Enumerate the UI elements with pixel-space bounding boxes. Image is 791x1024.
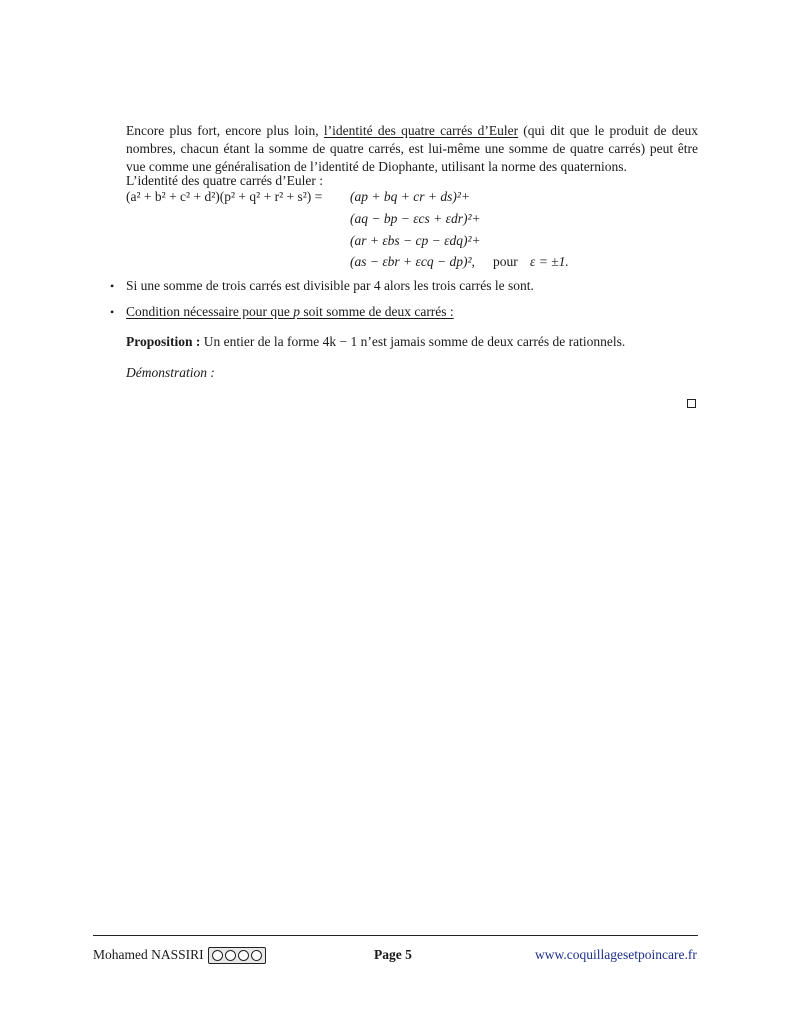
proposition-label: Proposition : (126, 334, 201, 349)
identity-condition: ε = ±1. (530, 254, 569, 269)
condition-var: p (293, 304, 300, 319)
nc-circle-icon (238, 950, 249, 961)
website-link[interactable]: www.coquillagesetpoincare.fr (535, 947, 697, 962)
bullet-item-condition (126, 303, 698, 321)
identity-label: L’identité des quatre carrés d’Euler : (126, 173, 324, 188)
sa-circle-icon (251, 950, 262, 961)
condition-text-before: Condition nécessaire pour que (126, 304, 294, 319)
condition-heading (126, 304, 454, 319)
identity-line-4: (as − εbr + εcq − dp)², (350, 254, 475, 269)
demonstration-label: Démonstration : (126, 365, 215, 380)
bullet-item-divisible: Si une somme de trois carrés est divisible par 4 alors les trois carrés le sont. (126, 278, 534, 293)
identity-line-2: (aq − bp − εcs + εdr)²+ (350, 211, 481, 226)
by-circle-icon (225, 950, 236, 961)
footer-author-block (93, 946, 266, 964)
proposition (126, 333, 698, 351)
identity-condition-word: pour (493, 254, 518, 269)
intro-suffix: (qui dit que le produit de deux nombres, chacun étant la somme de quatre carrés, est lui-même une somme de quatre carrés) peut être vue comme une généralisation de l’identité de Diophante, utilisant la norme des quaternions. (126, 123, 698, 174)
footer-rule (93, 935, 698, 936)
intro-prefix: Encore plus fort, encore plus loin, (126, 123, 324, 138)
euler-identity-link: l’identité des quatre carrés d’Euler (323, 123, 519, 138)
identity-line-1: (ap + bq + cr + ds)²+ (350, 189, 470, 204)
identity-line-3: (ar + εbs − cp − εdq)²+ (350, 233, 481, 248)
page-number: Page 5 (374, 947, 412, 962)
cc-circle-icon (212, 950, 223, 961)
footer-author: Mohamed NASSIRI (93, 947, 204, 962)
intro-paragraph (126, 122, 698, 176)
condition-text-after: soit somme de deux carrés : (299, 304, 454, 319)
cc-by-nc-sa-icon (208, 947, 266, 964)
bullet-icon: • (110, 279, 115, 293)
qed-square-icon (687, 399, 696, 408)
proposition-text: Un entier de la forme 4k − 1 n’est jamais somme de deux carrés de rationnels. (203, 334, 626, 349)
identity-lhs (126, 188, 322, 206)
bullet-icon: • (110, 305, 115, 319)
identity-lhs-text: (a² + b² + c² + d²)(p² + q² + r² + s²) = (126, 189, 323, 204)
